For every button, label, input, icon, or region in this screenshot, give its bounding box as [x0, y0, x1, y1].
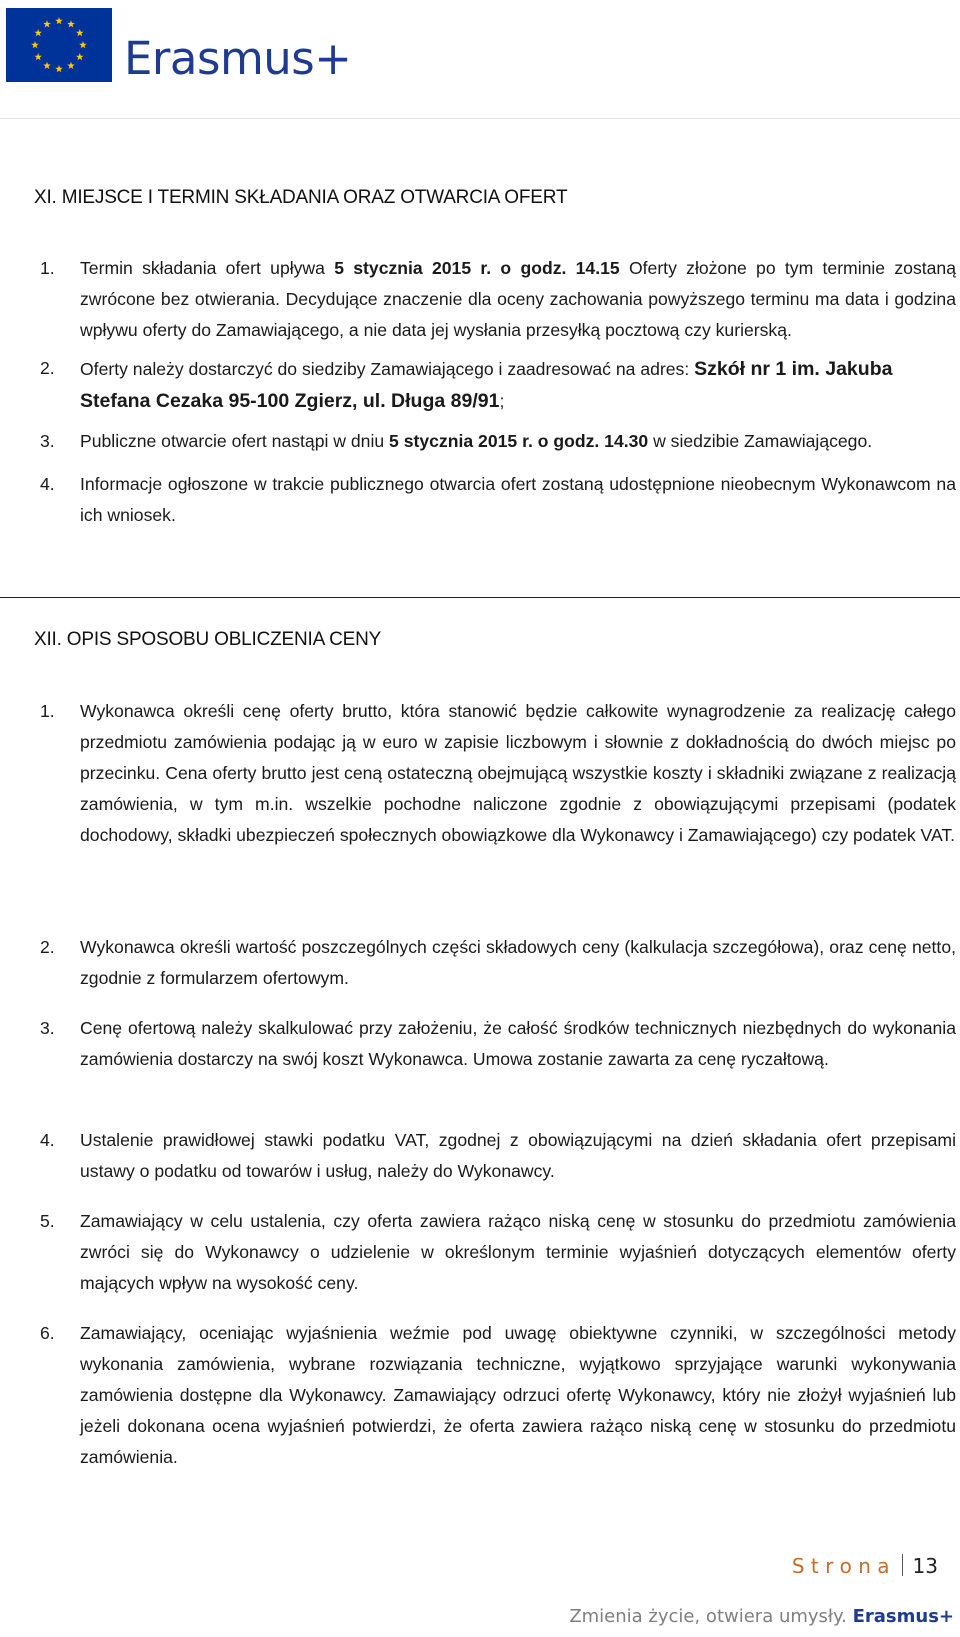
- text-run: Oferty należy dostarczyć do siedziby Zamawiającego i zaadresować na adres:: [80, 359, 695, 379]
- item-text: [80, 696, 956, 851]
- text-run: Termin składania ofert upływa: [80, 258, 335, 278]
- emphasized-text: Szkół nr 1 im. Jakuba Stefana Cezaka 95-100 Zgierz, ul. Długa 89/91: [80, 358, 893, 412]
- item-text: [80, 469, 956, 531]
- footer-tagline: [569, 1606, 954, 1627]
- item-number: 1.: [40, 701, 55, 721]
- text-run: Cenę ofertową należy skalkulować przy założeniu, że całość środków technicznych niezbędnych do wykonania zamówienia dostarczy na swój koszt Wykonawca. Umowa zostanie zawarta za cenę ryczałtową.: [80, 1018, 956, 1069]
- text-run: Publiczne otwarcie ofert nastąpi w dniu: [80, 431, 390, 451]
- section-divider: [0, 597, 960, 598]
- item-number: 3.: [40, 431, 55, 451]
- page-number: 13: [912, 1554, 938, 1578]
- footer-separator: [902, 1554, 903, 1576]
- text-run: Wykonawca określi cenę oferty brutto, która stanowić będzie całkowite wynagrodzenie za realizację całego przedmiotu zamówienia podając ją w euro w zapisie liczbowym i słownie z dokładnością do dwóch miejsc po przecinku. Cena oferty brutto jest ceną ostateczną obejmującą wszystkie koszty i składniki związane z realizacją zamówienia, w tym m.in. wszelkie pochodne naliczone zgodnie z obowiązującymi przepisami (podatek dochodowy, składki ubezpieczeń społecznych obowiązkowe dla Wykonawcy i Zamawiającego) czy podatek VAT.: [80, 701, 956, 845]
- section-xi-title: XI. MIEJSCE I TERMIN SKŁADANIA ORAZ OTWARCIA OFERT: [34, 187, 568, 208]
- item-number: 6.: [40, 1323, 55, 1343]
- section-xi-item-2: [40, 353, 956, 417]
- item-text: [80, 253, 956, 346]
- item-text: [80, 1206, 956, 1299]
- text-run: Ustalenie prawidłowej stawki podatku VAT, zgodnej z obowiązującymi na dzień składania ofert przepisami ustawy o podatku od towarów i usług, należy do Wykonawcy.: [80, 1130, 956, 1181]
- section-xii-item-2: [40, 932, 956, 996]
- item-text: [80, 932, 956, 994]
- text-run: Informacje ogłoszone w trakcie publicznego otwarcia ofert zostaną udostępnione nieobecnym Wykonawcom na ich wniosek.: [80, 474, 956, 525]
- emphasized-text: 5 stycznia 2015 r. o godz. 14.15: [334, 258, 620, 278]
- section-xi-item-3: [40, 426, 956, 457]
- section-xii-item-3: [40, 1013, 956, 1108]
- item-text: [80, 1125, 956, 1187]
- section-xii-item-5: [40, 1206, 956, 1301]
- section-xii-item-4: [40, 1125, 956, 1189]
- section-xi-item-4: [40, 469, 956, 533]
- item-text: [80, 353, 956, 417]
- item-number: 1.: [40, 258, 55, 278]
- item-number: 4.: [40, 474, 55, 494]
- erasmus-logo-text: Erasmus+: [124, 32, 352, 85]
- page-number-footer: [792, 1554, 938, 1578]
- tagline-text: Zmienia życie, otwiera umysły.: [569, 1606, 847, 1627]
- item-text: [80, 1318, 956, 1473]
- header-divider: [0, 118, 960, 119]
- text-run: ;: [499, 391, 505, 411]
- text-run: Oferty złożone po tym terminie zostaną zwrócone bez otwierania. Decydujące znaczenie dla oceny zachowania powyższego terminu ma data i godzina wpływu oferty do Zamawiającego, a nie data jej wysłania przesyłką pocztową czy kurierską.: [80, 258, 956, 340]
- item-number: 4.: [40, 1130, 55, 1150]
- page-label: S t r o n a: [791, 1554, 890, 1578]
- text-run: w siedzibie Zamawiającego.: [648, 431, 873, 451]
- item-text: [80, 426, 956, 457]
- eu-flag-icon: [6, 8, 112, 82]
- item-number: 2.: [40, 937, 55, 957]
- item-number: 2.: [40, 358, 55, 378]
- section-xii-title: XII. OPIS SPOSOBU OBLICZENIA CENY: [34, 629, 382, 650]
- text-run: Zamawiający w celu ustalenia, czy oferta zawiera rażąco niską cenę w stosunku do przedmiotu zamówienia zwróci się do Wykonawcy o udzielenie w określonym terminie wyjaśnień dotyczących elementów oferty mających wpływ na wysokość ceny.: [80, 1211, 956, 1293]
- section-xii-item-1: [40, 696, 956, 916]
- text-run: Wykonawca określi wartość poszczególnych części składowych ceny (kalkulacja szczegółowa), oraz cenę netto, zgodnie z formularzem ofertowym.: [80, 937, 956, 988]
- emphasized-text: 5 stycznia 2015 r. o godz. 14.30: [389, 431, 649, 451]
- item-number: 3.: [40, 1018, 55, 1038]
- page-header: [0, 0, 960, 115]
- item-text: [80, 1013, 956, 1075]
- tagline-brand: Erasmus+: [852, 1606, 954, 1627]
- item-number: 5.: [40, 1211, 55, 1231]
- text-run: Zamawiający, oceniając wyjaśnienia weźmie pod uwagę obiektywne czynniki, w szczególności metody wykonania zamówienia, wybrane rozwiązania techniczne, wyjątkowo sprzyjające warunki wykonywania zamówienia dostępne dla Wykonawcy. Zamawiający odrzuci ofertę Wykonawcy, który nie złożył wyjaśnień lub jeżeli dokonana ocena wyjaśnień potwierdzi, że oferta zawiera rażąco niską cenę w stosunku do przedmiotu zamówienia.: [80, 1323, 956, 1467]
- section-xi-item-1: [40, 253, 956, 348]
- section-xii-item-6: [40, 1318, 956, 1476]
